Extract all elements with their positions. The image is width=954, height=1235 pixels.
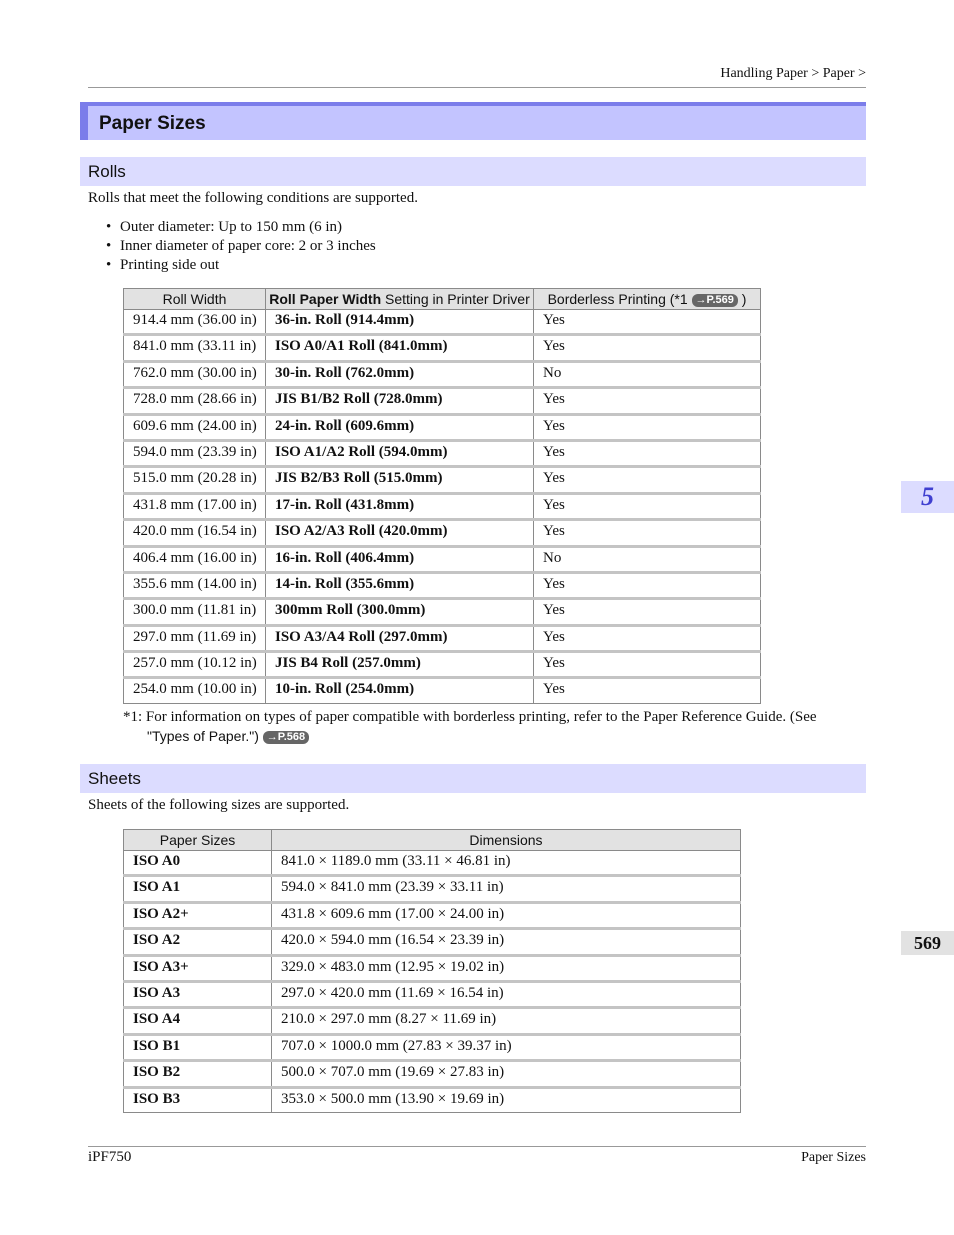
- table-cell: ISO A0: [124, 851, 272, 876]
- rolls-conditions-list: [106, 218, 376, 275]
- column-header-paper-sizes: Paper Sizes: [124, 830, 272, 851]
- sheets-table: [123, 829, 741, 1113]
- table-cell: Yes: [534, 467, 761, 493]
- table-cell: ISO B1: [124, 1034, 272, 1060]
- table-row: [124, 652, 761, 678]
- table-cell: 355.6 mm (14.00 in): [124, 572, 266, 598]
- table-cell: Yes: [534, 388, 761, 414]
- table-cell: 431.8 × 609.6 mm (17.00 × 24.00 in): [272, 902, 741, 928]
- footnote-text: *1: For information on types of paper compatible with borderless printing, refer to the Paper Reference Guide. (See: [123, 709, 817, 725]
- table-row: [124, 493, 761, 519]
- table-cell: 297.0 × 420.0 mm (11.69 × 16.54 in): [272, 981, 741, 1007]
- table-row: [124, 902, 741, 928]
- table-cell: Yes: [534, 520, 761, 546]
- column-header-borderless-end: ): [737, 291, 747, 307]
- column-header-borderless-text: Borderless Printing (*1: [547, 291, 692, 307]
- table-cell: JIS B1/B2 Roll (728.0mm): [266, 388, 534, 414]
- list-item: • Printing side out: [106, 256, 376, 275]
- table-row: [124, 335, 761, 361]
- table-row: [124, 1087, 741, 1112]
- page-number-tab: 569: [901, 931, 954, 955]
- table-cell: No: [534, 546, 761, 572]
- table-cell: 762.0 mm (30.00 in): [124, 361, 266, 387]
- table-row: [124, 851, 741, 876]
- table-cell: Yes: [534, 572, 761, 598]
- table-cell: Yes: [534, 414, 761, 440]
- table-cell: ISO A2+: [124, 902, 272, 928]
- footnote: [123, 708, 863, 746]
- table-cell: 420.0 mm (16.54 in): [124, 520, 266, 546]
- title-banner: [80, 102, 866, 140]
- table-row: [124, 361, 761, 387]
- table-cell: ISO B3: [124, 1087, 272, 1112]
- table-cell: 30-in. Roll (762.0mm): [266, 361, 534, 387]
- table-row: [124, 467, 761, 493]
- table-row: [124, 625, 761, 651]
- column-header-borderless: [534, 289, 761, 310]
- table-cell: 500.0 × 707.0 mm (19.69 × 27.83 in): [272, 1061, 741, 1087]
- table-cell: ISO A2: [124, 929, 272, 955]
- rolls-intro: Rolls that meet the following conditions are supported.: [88, 190, 418, 206]
- table-cell: 257.0 mm (10.12 in): [124, 652, 266, 678]
- table-cell: 609.6 mm (24.00 in): [124, 414, 266, 440]
- table-cell: ISO A3/A4 Roll (297.0mm): [266, 625, 534, 651]
- table-cell: 728.0 mm (28.66 in): [124, 388, 266, 414]
- table-cell: ISO A1/A2 Roll (594.0mm): [266, 440, 534, 466]
- table-cell: 17-in. Roll (431.8mm): [266, 493, 534, 519]
- table-cell: Yes: [534, 440, 761, 466]
- table-row: [124, 388, 761, 414]
- column-header-driver-setting: [266, 289, 534, 310]
- table-row: [124, 414, 761, 440]
- table-cell: 914.4 mm (36.00 in): [124, 310, 266, 335]
- table-row: [124, 1008, 741, 1034]
- table-header-row: [124, 830, 741, 851]
- list-item: • Inner diameter of paper core: 2 or 3 inches: [106, 237, 376, 256]
- table-row: [124, 1061, 741, 1087]
- table-cell: Yes: [534, 652, 761, 678]
- page-ref-link[interactable]: →P.568: [263, 731, 309, 744]
- breadcrumb: Handling Paper > Paper >: [720, 66, 866, 81]
- table-cell: 594.0 mm (23.39 in): [124, 440, 266, 466]
- header-divider: [88, 87, 866, 88]
- table-cell: 353.0 × 500.0 mm (13.90 × 19.69 in): [272, 1087, 741, 1112]
- rolls-table: [123, 288, 761, 704]
- sheets-heading: Sheets: [88, 769, 141, 788]
- table-row: [124, 981, 741, 1007]
- table-cell: 431.8 mm (17.00 in): [124, 493, 266, 519]
- table-cell: 16-in. Roll (406.4mm): [266, 546, 534, 572]
- table-cell: ISO A3: [124, 981, 272, 1007]
- table-row: [124, 599, 761, 625]
- table-row: [124, 520, 761, 546]
- table-cell: 14-in. Roll (355.6mm): [266, 572, 534, 598]
- table-cell: No: [534, 361, 761, 387]
- table-cell: ISO A1: [124, 876, 272, 902]
- table-cell: 300mm Roll (300.0mm): [266, 599, 534, 625]
- table-row: [124, 929, 741, 955]
- table-cell: JIS B2/B3 Roll (515.0mm): [266, 467, 534, 493]
- table-cell: Yes: [534, 493, 761, 519]
- table-cell: 841.0 × 1189.0 mm (33.11 × 46.81 in): [272, 851, 741, 876]
- table-cell: Yes: [534, 599, 761, 625]
- table-cell: ISO A4: [124, 1008, 272, 1034]
- rolls-section-header: [80, 157, 866, 186]
- table-cell: 594.0 × 841.0 mm (23.39 × 33.11 in): [272, 876, 741, 902]
- sheets-table-body: [124, 851, 741, 1113]
- footer-section-name: Paper Sizes: [801, 1150, 866, 1165]
- table-cell: 420.0 × 594.0 mm (16.54 × 23.39 in): [272, 929, 741, 955]
- table-cell: 24-in. Roll (609.6mm): [266, 414, 534, 440]
- table-cell: 36-in. Roll (914.4mm): [266, 310, 534, 335]
- table-cell: ISO B2: [124, 1061, 272, 1087]
- sheets-section-header: [80, 764, 866, 793]
- table-cell: Yes: [534, 625, 761, 651]
- table-cell: Yes: [534, 335, 761, 361]
- table-row: [124, 876, 741, 902]
- rolls-table-body: [124, 310, 761, 704]
- table-cell: 329.0 × 483.0 mm (12.95 × 19.02 in): [272, 955, 741, 981]
- table-cell: 707.0 × 1000.0 mm (27.83 × 39.37 in): [272, 1034, 741, 1060]
- table-cell: JIS B4 Roll (257.0mm): [266, 652, 534, 678]
- table-cell: 515.0 mm (20.28 in): [124, 467, 266, 493]
- table-row: [124, 955, 741, 981]
- table-cell: 406.4 mm (16.00 in): [124, 546, 266, 572]
- table-cell: 300.0 mm (11.81 in): [124, 599, 266, 625]
- table-cell: 297.0 mm (11.69 in): [124, 625, 266, 651]
- column-header-driver-setting-rest: Setting in Printer Driver: [381, 291, 530, 307]
- table-cell: 254.0 mm (10.00 in): [124, 678, 266, 703]
- column-header-roll-width: Roll Width: [124, 289, 266, 310]
- footer-divider: [88, 1146, 866, 1147]
- table-cell: ISO A0/A1 Roll (841.0mm): [266, 335, 534, 361]
- column-header-driver-setting-bold: Roll Paper Width: [269, 291, 382, 307]
- table-cell: 10-in. Roll (254.0mm): [266, 678, 534, 703]
- table-cell: 841.0 mm (33.11 in): [124, 335, 266, 361]
- table-row: [124, 310, 761, 335]
- page-title: Paper Sizes: [99, 113, 206, 134]
- rolls-heading: Rolls: [88, 162, 126, 181]
- column-header-dimensions: Dimensions: [272, 830, 741, 851]
- table-cell: ISO A3+: [124, 955, 272, 981]
- table-cell: Yes: [534, 310, 761, 335]
- sheets-intro: Sheets of the following sizes are supported.: [88, 797, 350, 813]
- footnote-see-text: "Types of Paper."): [147, 728, 263, 744]
- table-row: [124, 572, 761, 598]
- chapter-tab[interactable]: 5: [901, 481, 954, 513]
- footer-product-name: iPF750: [88, 1149, 132, 1165]
- footnote-text-continued: [123, 727, 863, 746]
- table-cell: 210.0 × 297.0 mm (8.27 × 11.69 in): [272, 1008, 741, 1034]
- table-header-row: [124, 289, 761, 310]
- table-cell: Yes: [534, 678, 761, 703]
- table-row: [124, 440, 761, 466]
- table-row: [124, 546, 761, 572]
- table-row: [124, 678, 761, 703]
- list-item: • Outer diameter: Up to 150 mm (6 in): [106, 218, 376, 237]
- table-row: [124, 1034, 741, 1060]
- table-cell: ISO A2/A3 Roll (420.0mm): [266, 520, 534, 546]
- page-ref-link[interactable]: →P.569: [692, 294, 738, 307]
